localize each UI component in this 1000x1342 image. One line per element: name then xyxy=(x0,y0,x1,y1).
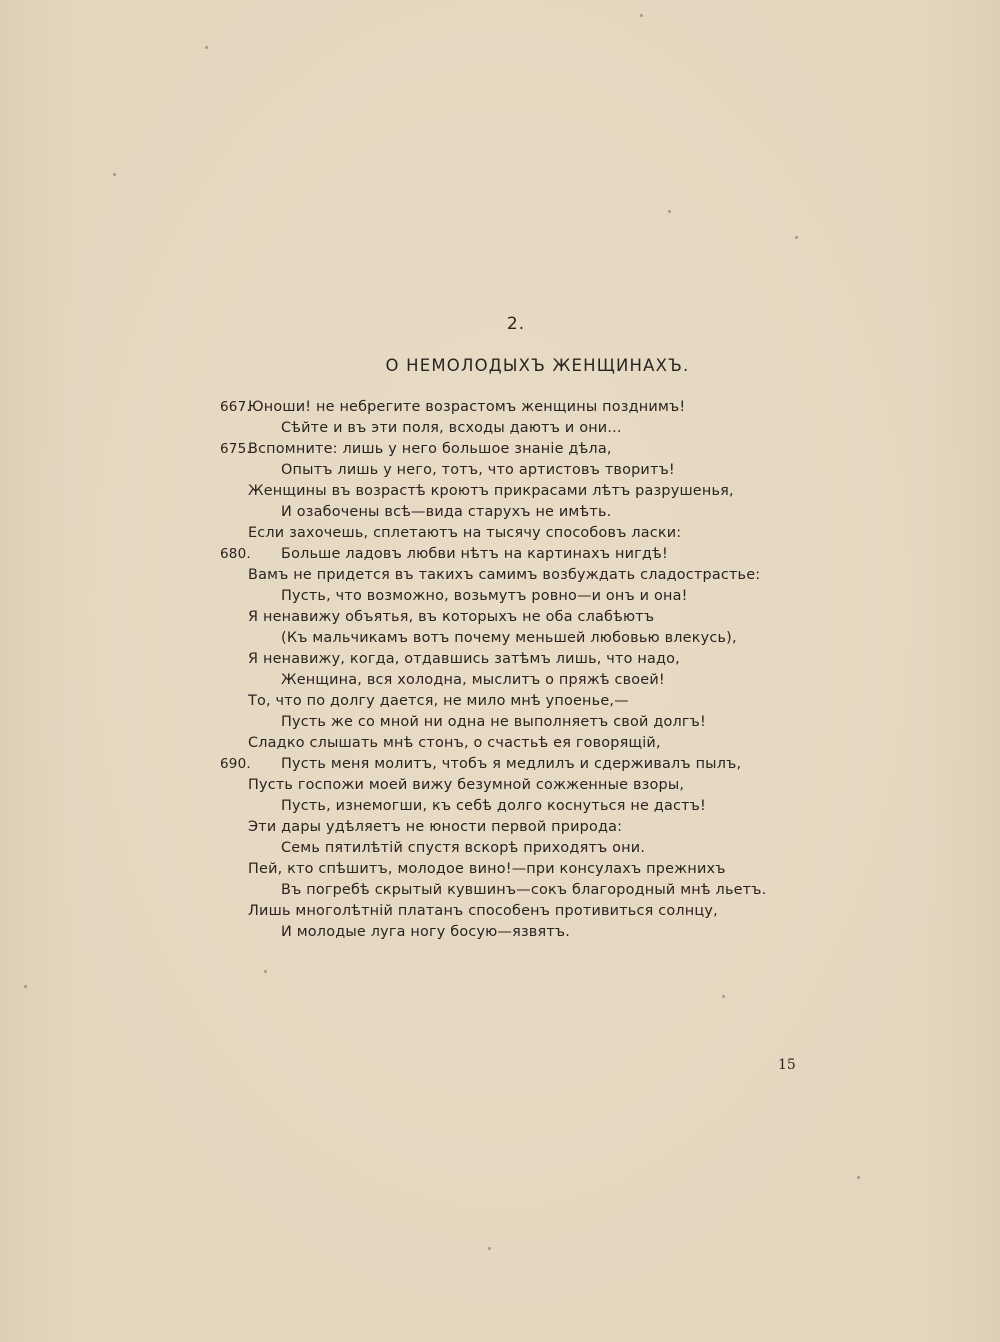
paper-speck xyxy=(857,1176,860,1179)
line-number: 680. xyxy=(220,546,251,562)
poem-line xyxy=(0,397,1000,418)
poem-line xyxy=(0,481,1000,502)
poem-line xyxy=(0,607,1000,628)
poem-line xyxy=(0,775,1000,796)
poem-line-text: Семь пятилѣтiй спустя вскорѣ приходятъ они. xyxy=(281,840,646,856)
poem-line-text: Эти дары удѣляетъ не юности первой природа: xyxy=(248,819,623,835)
poem-line xyxy=(0,460,1000,481)
poem-line-text: Я ненавижу объятья, въ которыхъ не оба слабѣютъ xyxy=(248,609,655,625)
line-number: 675. xyxy=(220,441,251,457)
poem-line xyxy=(0,691,1000,712)
poem-line xyxy=(0,586,1000,607)
poem-line xyxy=(0,838,1000,859)
paper-speck xyxy=(668,210,671,213)
paper-speck xyxy=(113,173,116,176)
poem-line-text: Женщина, вся холодна, мыслитъ о пряжѣ своей! xyxy=(281,672,665,688)
poem-line xyxy=(0,439,1000,460)
poem-line-text: Сѣйте и въ эти поля, всходы даютъ и они... xyxy=(281,420,622,436)
poem-line xyxy=(0,418,1000,439)
poem-line xyxy=(0,733,1000,754)
paper-speck xyxy=(24,985,27,988)
section-title: О НЕМОЛОДЫХЪ ЖЕНЩИНАХЪ. xyxy=(385,356,690,375)
poem-line xyxy=(0,670,1000,691)
poem-line-text: (Къ мальчикамъ вотъ почему меньшей любовью влекусь), xyxy=(281,630,737,646)
paper-speck xyxy=(205,46,208,49)
poem-body xyxy=(0,397,1000,943)
poem-line-text: То, что по долгу дается, не мило мнѣ упоенье,— xyxy=(248,693,629,709)
poem-line-text: Я ненавижу, когда, отдавшись затѣмъ лишь, что надо, xyxy=(248,651,680,667)
poem-line-text: Пусть же со мной ни одна не выполняетъ свой долгъ! xyxy=(281,714,706,730)
poem-line xyxy=(0,649,1000,670)
paper-speck xyxy=(264,970,267,973)
poem-line-text: Пусть госпожи моей вижу безумной сожженные взоры, xyxy=(248,777,685,793)
paper-speck xyxy=(640,14,643,17)
poem-line xyxy=(0,502,1000,523)
poem-line xyxy=(0,880,1000,901)
poem-line xyxy=(0,754,1000,775)
poem-line-text: Пусть, изнемогши, къ себѣ долго коснуться не дастъ! xyxy=(281,798,707,814)
paper-speck xyxy=(488,1247,491,1250)
line-number: 667. xyxy=(220,399,251,415)
poem-line-text: Сладко слышать мнѣ стонъ, о счастьѣ ея говорящiй, xyxy=(248,735,661,751)
poem-line-text: Женщины въ возрастѣ кроютъ прикрасами лѣтъ разрушенья, xyxy=(248,483,734,499)
poem-line-text: Въ погребѣ скрытый кувшинъ—сокъ благородный мнѣ льетъ. xyxy=(281,882,767,898)
page-number: 15 xyxy=(778,1057,796,1073)
poem-line xyxy=(0,544,1000,565)
poem-line-text: И озабочены всѣ—вида старухъ не имѣть. xyxy=(281,504,612,520)
poem-line xyxy=(0,901,1000,922)
poem-line xyxy=(0,628,1000,649)
poem-line-text: Опытъ лишь у него, тотъ, что артистовъ творитъ! xyxy=(281,462,675,478)
poem-line xyxy=(0,712,1000,733)
poem-line xyxy=(0,922,1000,943)
poem-line-text: Пусть, что возможно, возьмутъ ровно—и онъ и она! xyxy=(281,588,688,604)
poem-line-text: Пусть меня молитъ, чтобъ я медлилъ и сдерживалъ пылъ, xyxy=(281,756,742,772)
poem-line-text: Если захочешь, сплетаютъ на тысячу способовъ ласки: xyxy=(248,525,682,541)
poem-line-text: Больше ладовъ любви нѣтъ на картинахъ нигдѣ! xyxy=(281,546,668,562)
poem-line xyxy=(0,817,1000,838)
poem-line xyxy=(0,523,1000,544)
poem-line-text: И молодые луга ногу босую—язвятъ. xyxy=(281,924,571,940)
poem-line xyxy=(0,859,1000,880)
paper-speck xyxy=(795,236,798,239)
section-number: 2. xyxy=(506,314,526,334)
poem-line-text: Лишь многолѣтнiй платанъ способенъ противиться солнцу, xyxy=(248,903,718,919)
poem-line-text: Вспомните: лишь у него большое знанiе дѣла, xyxy=(248,441,612,457)
poem-line xyxy=(0,796,1000,817)
poem-line-text: Вамъ не придется въ такихъ самимъ возбуждать сладострастье: xyxy=(248,567,761,583)
poem-line xyxy=(0,565,1000,586)
paper-speck xyxy=(722,995,725,998)
line-number: 690. xyxy=(220,756,251,772)
poem-line-text: Пей, кто спѣшитъ, молодое вино!—при консулахъ прежнихъ xyxy=(248,861,726,877)
poem-line-text: Юноши! не небрегите возрастомъ женщины позднимъ! xyxy=(248,399,686,415)
